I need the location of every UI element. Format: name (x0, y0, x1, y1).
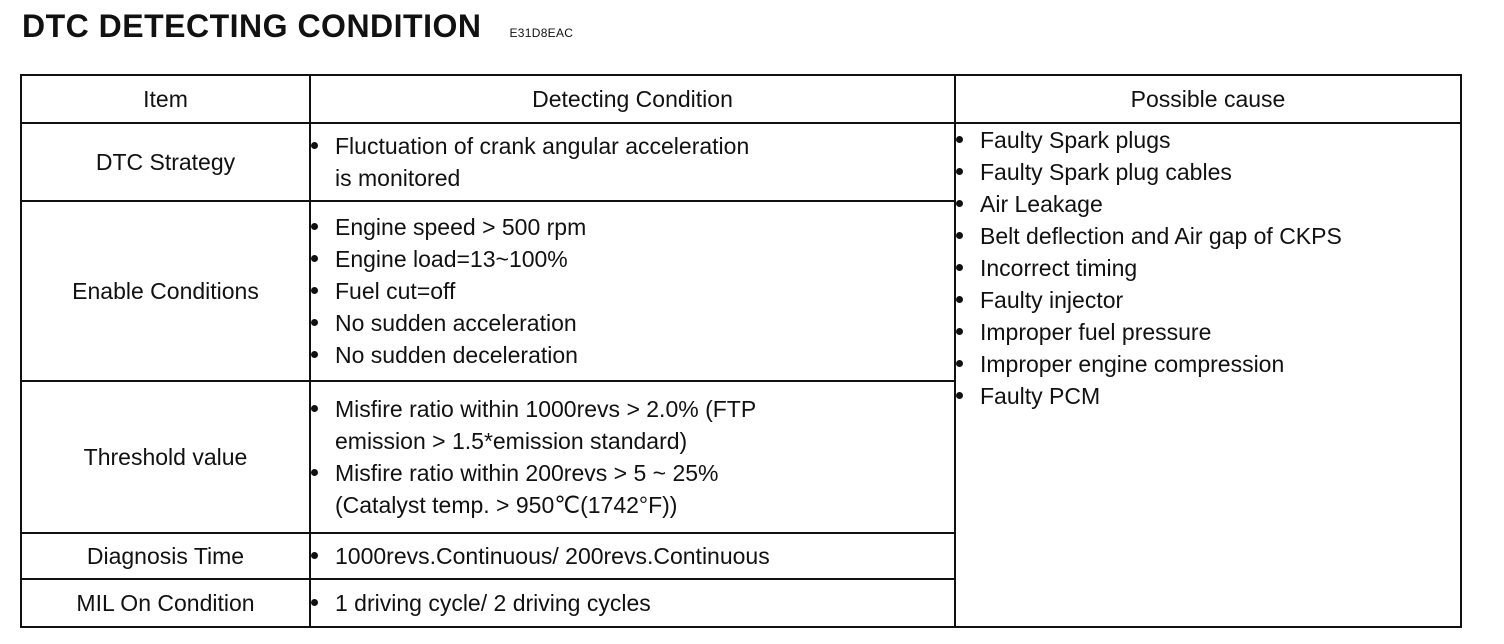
bullet-icon (956, 264, 963, 271)
item-cell: DTC Strategy (21, 123, 310, 201)
bullet-icon (956, 392, 963, 399)
document-code: E31D8EAC (509, 26, 574, 40)
list-item (956, 188, 1460, 220)
bullet-icon (311, 223, 318, 230)
bullet-icon (311, 287, 318, 294)
item-cell: Threshold value (21, 381, 310, 533)
cause-text: Incorrect timing (980, 255, 1138, 281)
list-item (956, 284, 1460, 316)
page-header (22, 8, 573, 45)
bullet-icon (956, 360, 963, 367)
bullet-icon (311, 552, 318, 559)
bullet-icon (311, 351, 318, 358)
bullet-icon (956, 232, 963, 239)
condition-list (311, 130, 954, 194)
bullet-icon (311, 142, 318, 149)
condition-list (311, 540, 954, 572)
cause-text: Faulty Spark plug cables (980, 159, 1232, 185)
condition-list (311, 393, 954, 521)
cause-text: Improper engine compression (980, 351, 1285, 377)
condition-cell (310, 123, 955, 201)
condition-text: No sudden acceleration (335, 310, 577, 336)
cause-text: Faulty injector (980, 287, 1124, 313)
condition-text: (Catalyst temp. > 950℃(1742°F)) (335, 492, 678, 518)
condition-text: Fluctuation of crank angular acceleration (335, 133, 750, 159)
condition-cell (310, 579, 955, 627)
bullet-icon (956, 168, 963, 175)
list-item (956, 124, 1460, 156)
bullet-icon (956, 200, 963, 207)
cause-text: Air Leakage (980, 191, 1103, 217)
condition-text: emission > 1.5*emission standard) (335, 428, 688, 454)
list-item (311, 339, 954, 371)
condition-text: Engine speed > 500 rpm (335, 214, 587, 240)
list-item (311, 130, 954, 194)
cause-text: Faulty Spark plugs (980, 127, 1171, 153)
list-item (311, 243, 954, 275)
list-item (956, 380, 1460, 412)
list-item (956, 156, 1460, 188)
table-header-row (21, 75, 1461, 123)
column-header-item: Item (21, 75, 310, 123)
condition-text: 1 driving cycle/ 2 driving cycles (335, 590, 651, 616)
dtc-condition-table (20, 74, 1462, 628)
column-header-detecting-condition: Detecting Condition (310, 75, 955, 123)
bullet-icon (311, 469, 318, 476)
condition-cell (310, 533, 955, 579)
cause-text: Improper fuel pressure (980, 319, 1212, 345)
bullet-icon (311, 599, 318, 606)
item-cell: MIL On Condition (21, 579, 310, 627)
list-item (956, 220, 1460, 252)
list-item (311, 457, 954, 521)
cause-text: Faulty PCM (980, 383, 1101, 409)
bullet-icon (956, 136, 963, 143)
item-cell: Enable Conditions (21, 201, 310, 381)
condition-text: 1000revs.Continuous/ 200revs.Continuous (335, 543, 770, 569)
list-item (956, 348, 1460, 380)
list-item (311, 211, 954, 243)
bullet-icon (311, 405, 318, 412)
condition-text: Misfire ratio within 200revs > 5 ~ 25% (335, 460, 719, 486)
item-cell: Diagnosis Time (21, 533, 310, 579)
list-item (956, 316, 1460, 348)
condition-list (311, 211, 954, 371)
bullet-icon (956, 328, 963, 335)
condition-list (311, 587, 954, 619)
cause-text: Belt deflection and Air gap of CKPS (980, 223, 1342, 249)
condition-text: Engine load=13~100% (335, 246, 568, 272)
list-item (311, 587, 954, 619)
possible-cause-cell (955, 123, 1461, 627)
condition-cell (310, 381, 955, 533)
condition-text: Fuel cut=off (335, 278, 456, 304)
possible-cause-list (956, 124, 1460, 412)
condition-text: is monitored (335, 165, 461, 191)
page-title: DTC DETECTING CONDITION (22, 8, 482, 44)
condition-text: Misfire ratio within 1000revs > 2.0% (FTP (335, 396, 757, 422)
column-header-possible-cause: Possible cause (955, 75, 1461, 123)
condition-cell (310, 201, 955, 381)
list-item (956, 252, 1460, 284)
bullet-icon (311, 255, 318, 262)
condition-text: No sudden deceleration (335, 342, 578, 368)
list-item (311, 540, 954, 572)
bullet-icon (311, 319, 318, 326)
table-row (21, 123, 1461, 201)
list-item (311, 307, 954, 339)
list-item (311, 275, 954, 307)
list-item (311, 393, 954, 457)
bullet-icon (956, 296, 963, 303)
